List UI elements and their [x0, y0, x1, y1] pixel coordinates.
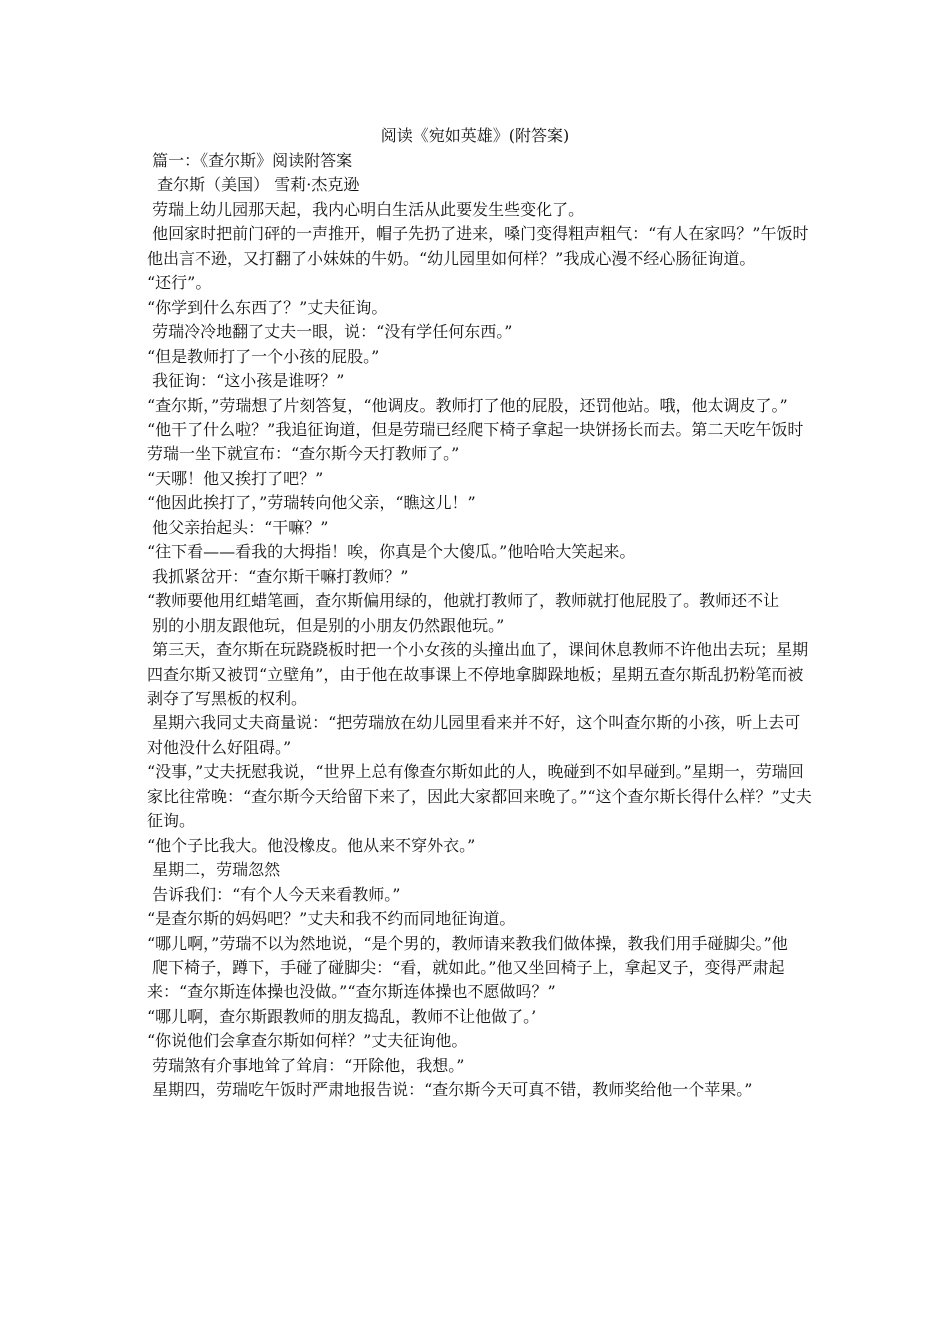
- paragraph: “没事，”丈夫抚慰我说，“世界上总有像查尔斯如此的人，晚碰到不如早碰到。”星期一，劳瑞回家比往常晚：“查尔斯今天给留下来了，因此大家都回来晚了。”“这个查尔斯长得什么样？”丈夫征询。: [147, 762, 812, 831]
- paragraph: “哪儿啊，查尔斯跟教师的朋友捣乱，教师不让他做了。’: [147, 1006, 537, 1026]
- paragraph: 星期六我同丈夫商量说：“把劳瑞放在幼儿园里看来并不好，这个叫查尔斯的小孩，听上去可对他没什么好阻碍。”: [147, 713, 801, 757]
- paragraph: 星期二，劳瑞忽然: [147, 860, 281, 880]
- paragraph: 劳瑞上幼儿园那天起，我内心明白生活从此要发生些变化了。: [147, 199, 585, 219]
- paragraph: “他个子比我大。他没橡皮。他从来不穿外衣。”: [147, 835, 476, 855]
- paragraph: 劳瑞煞有介事地耸了耸肩：“开除他，我想。”: [147, 1055, 465, 1075]
- paragraph: “教师要他用红蜡笔画，查尔斯偏用绿的，他就打教师了，教师就打他屁股了。教师还不让: [147, 591, 780, 611]
- paragraph: “天哪！他又挨打了吧？”: [147, 468, 324, 488]
- paragraph-section-heading: 篇一：《查尔斯》阅读附答案: [147, 151, 353, 170]
- paragraph: “但是教师打了一个小孩的屁股。”: [147, 346, 380, 366]
- paragraph: 星期四，劳瑞吃午饭时严肃地报告说：“查尔斯今天可真不错，教师奖给他一个苹果。”: [147, 1080, 753, 1100]
- paragraph: 告诉我们：“有个人今天来看教师。”: [147, 884, 401, 904]
- paragraph: 劳瑞冷冷地翻了丈夫一眼，说：“没有学任何东西。”: [147, 322, 513, 342]
- paragraph: 别的小朋友跟他玩，但是别的小朋友仍然跟他玩。”: [147, 615, 505, 635]
- paragraph: 爬下椅子，蹲下，手碰了碰脚尖：“看，就如此。”他又坐回椅子上，拿起叉子，变得严肃起来：“查尔斯连体操也没做。”“查尔斯连体操也不愿做吗？”: [147, 957, 785, 1002]
- paragraph: 第三天，查尔斯在玩跷跷板时把一个小女孩的头撞出血了，课间休息教师不许他出去玩；星期四查尔斯又被罚“立壁角”，由于他在故事课上不停地拿脚跺地板；星期五查尔斯乱扔粉笔而被剥夺了写黑板的权利。: [147, 640, 809, 708]
- paragraph: “往下看——看我的大拇指！唉，你真是个大傻瓜。”他哈哈大笑起来。: [147, 542, 636, 562]
- paragraph: “你说他们会拿查尔斯如何样？”丈夫征询他。: [147, 1031, 468, 1051]
- paragraph: “哪儿啊，”劳瑞不以为然地说，“是个男的，教师请来教我们做体操，教我们用手碰脚尖。”他: [147, 933, 788, 953]
- paragraph: 他父亲抬起头：“干嘛？”: [147, 517, 329, 537]
- paragraph: 我抓紧岔开：“查尔斯干嘛打教师？”: [147, 566, 409, 586]
- paragraph: “他干了什么啦？”我追征询道，但是劳瑞已经爬下椅子拿起一块饼扬长而去。第二天吃午饭时劳瑞一坐下就宣布：“查尔斯今天打教师了。”: [147, 419, 804, 464]
- paragraph: “你学到什么东西了？”丈夫征询。: [147, 297, 388, 317]
- paragraph: 他回家时把前门砰的一声推开，帽子先扔了进来，嗓门变得粗声粗气：“有人在家吗？”午饭时他出言不逊，又打翻了小妹妹的牛奶。“幼儿园里如何样？”我成心漫不经心肠征询道。: [147, 224, 809, 268]
- paragraph: “他因此挨打了，”劳瑞转向他父亲，“瞧这儿！”: [147, 493, 476, 513]
- document-title: 阅读《宛如英雄》(附答案): [380, 126, 570, 145]
- paragraph: “是查尔斯的妈妈吧？”丈夫和我不约而同地征询道。: [147, 909, 516, 929]
- paragraph: 我征询：“这小孩是谁呀？”: [147, 371, 345, 391]
- paragraph: “查尔斯，”劳瑞想了片刻答复，“他调皮。教师打了他的屁股，还罚他站。哦，他太调皮了。”: [147, 395, 788, 415]
- document-body: [147, 149, 815, 1103]
- paragraph-author-line: 查尔斯（美国） 雪莉·杰克逊: [147, 175, 360, 195]
- paragraph: “还行”。: [147, 273, 212, 293]
